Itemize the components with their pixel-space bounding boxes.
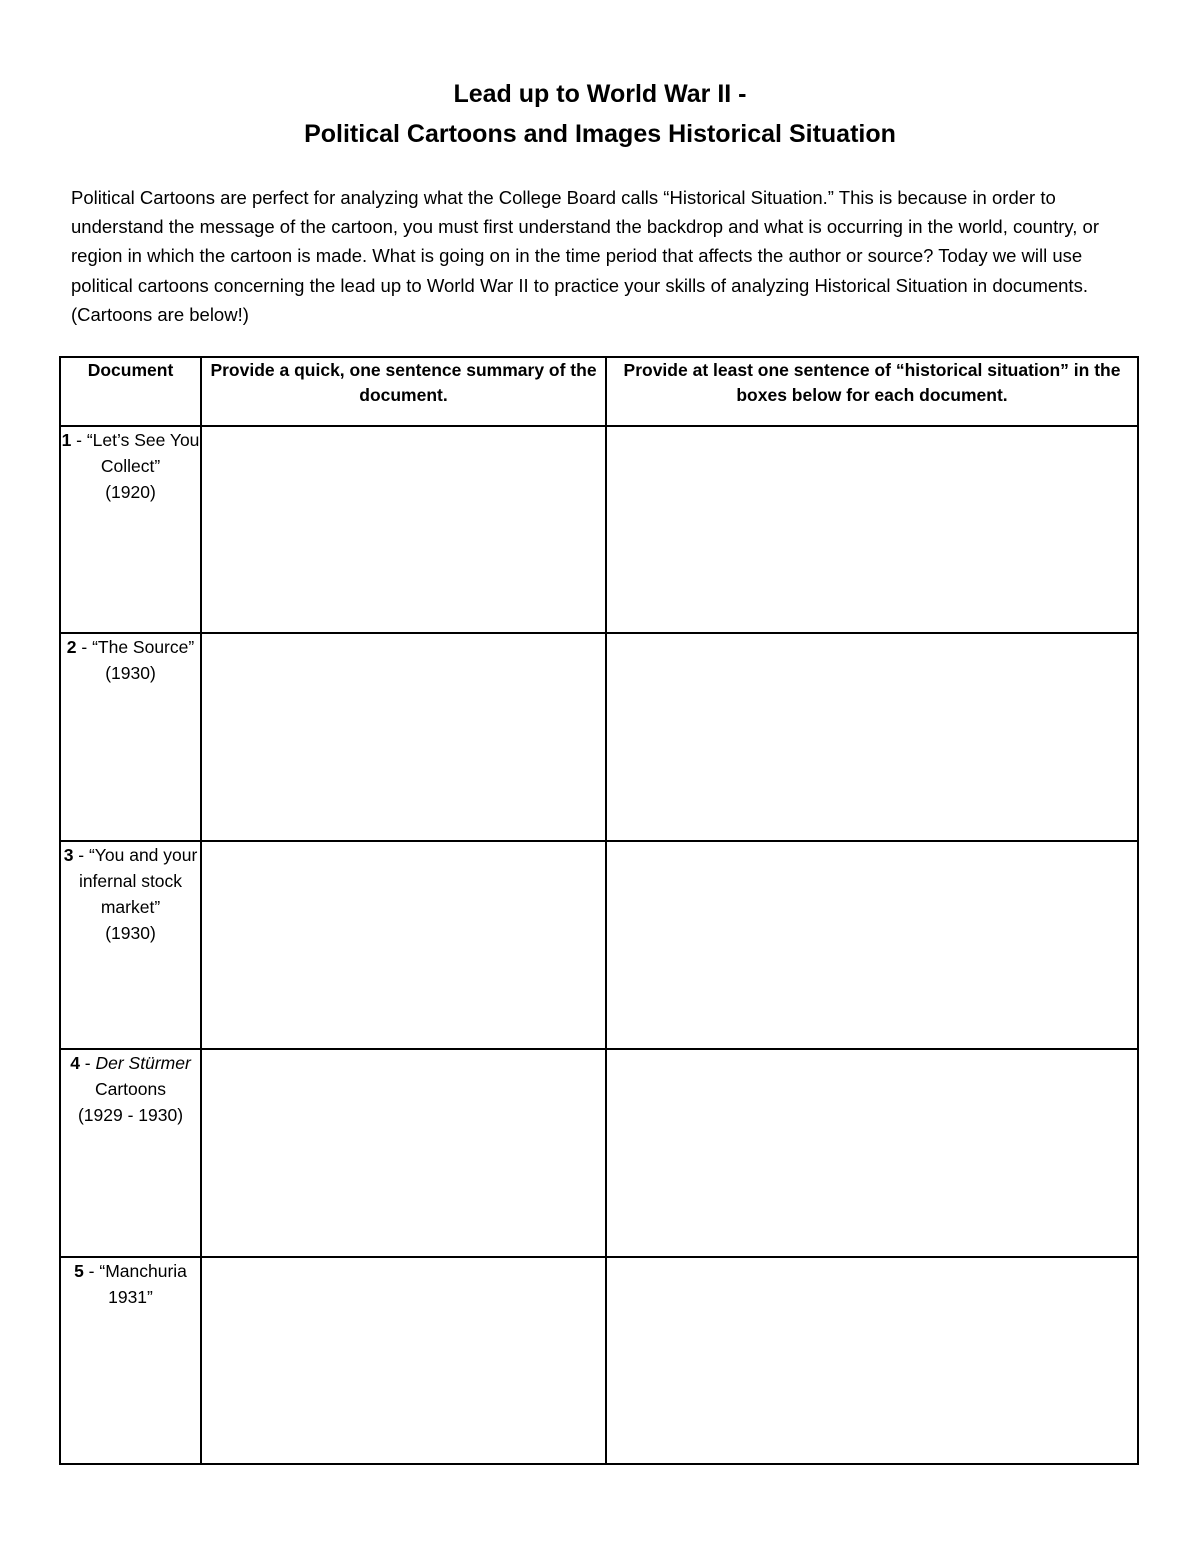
document-separator: -: [73, 845, 89, 865]
table-row: [60, 1257, 1138, 1464]
document-number: 2: [66, 637, 77, 657]
page-title: [0, 74, 1200, 154]
header-summary: Provide a quick, one sentence summary of the document.: [201, 357, 606, 426]
summary-answer-box-5[interactable]: [201, 1257, 606, 1464]
title-line-2: Political Cartoons and Images Historical Situation: [304, 120, 896, 148]
table-row: [60, 1049, 1138, 1257]
document-separator: -: [79, 1053, 96, 1073]
situation-answer-box-4[interactable]: [606, 1049, 1138, 1257]
document-separator: -: [76, 637, 93, 657]
table-row: [60, 426, 1138, 633]
table-header-row: [60, 357, 1138, 426]
document-title: “You and your infernal stock market”: [78, 845, 198, 917]
summary-answer-box-4[interactable]: [201, 1049, 606, 1257]
analysis-table: [59, 356, 1139, 1465]
document-number: 5: [74, 1261, 84, 1281]
document-publication-title: Der Stürmer: [95, 1053, 191, 1073]
summary-answer-box-3[interactable]: [201, 841, 606, 1049]
document-title: Cartoons: [94, 1079, 166, 1099]
table-row: [60, 841, 1138, 1049]
document-year: (1929 - 1930): [77, 1105, 184, 1125]
document-label-1: [60, 426, 201, 633]
header-document: Document: [60, 357, 201, 426]
situation-answer-box-3[interactable]: [606, 841, 1138, 1049]
document-label-2: [60, 633, 201, 841]
document-number: 3: [63, 845, 74, 865]
title-line-1: Lead up to World War II -: [453, 80, 747, 108]
summary-answer-box-2[interactable]: [201, 633, 606, 841]
document-year: (1930): [105, 663, 156, 683]
document-year: (1920): [105, 482, 156, 502]
intro-paragraph: Political Cartoons are perfect for analyzing what the College Board calls “Historical Situation.” This is because in order to understand the message of the cartoon, you must first understand the backdrop and what is occurring in the world, country, or region in which the cartoon is made. What is going on in the time period that affects the author or source? Today we will use political cartoons concerning the lead up to World War II to practice your skills of analyzing Historical Situation in documents. (Cartoons are below!): [71, 187, 1099, 325]
situation-answer-box-2[interactable]: [606, 633, 1138, 841]
situation-answer-box-5[interactable]: [606, 1257, 1138, 1464]
document-title: “Let’s See You Collect”: [86, 430, 200, 476]
document-title: “Manchuria 1931”: [99, 1261, 187, 1307]
table-row: [60, 633, 1138, 841]
document-separator: -: [83, 1261, 100, 1281]
document-title: “The Source”: [92, 637, 195, 657]
document-separator: -: [71, 430, 87, 450]
header-historical-situation: Provide at least one sentence of “historical situation” in the boxes below for each document.: [606, 357, 1138, 426]
document-label-3: [60, 841, 201, 1049]
summary-answer-box-1[interactable]: [201, 426, 606, 633]
document-number: 4: [70, 1053, 80, 1073]
document-label-5: [60, 1257, 201, 1464]
document-year: (1930): [105, 923, 156, 943]
document-label-4: [60, 1049, 201, 1257]
document-number: 1: [61, 430, 72, 450]
situation-answer-box-1[interactable]: [606, 426, 1138, 633]
